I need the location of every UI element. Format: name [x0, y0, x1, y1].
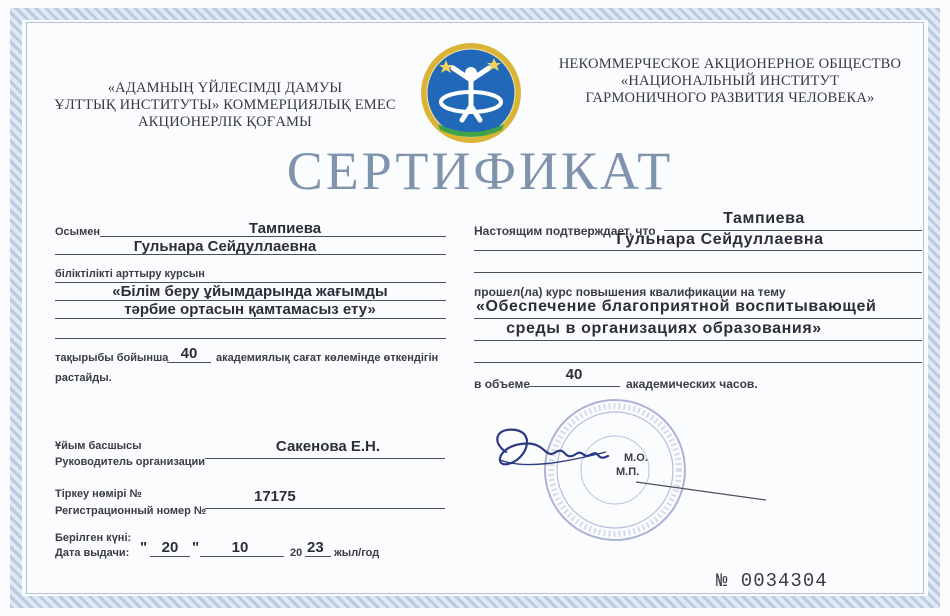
kz-org-line-2: ҰЛТТЫҚ ИНСТИТУТЫ» КОММЕРЦИЯЛЫҚ ЕМЕС — [54, 97, 396, 113]
logo-emblem-icon — [418, 40, 524, 146]
ru-course-label: прошел(ла) курс повышения квалификации на тему — [474, 285, 786, 299]
reg-label-kz: Тіркеу нөмірі № — [55, 488, 142, 500]
date-month: 10 — [231, 539, 249, 556]
kz-course-label: біліктілікті арттыру курсын — [55, 268, 205, 280]
serial-number: № 0034304 — [716, 570, 828, 592]
kz-hours-label: академиялық сағат көлемінде өткендігін — [216, 352, 439, 364]
head-label-kz: Ұйым басшысы — [55, 440, 142, 452]
issue-label-ru: Дата выдачи: — [55, 547, 130, 559]
kz-name-label: Осымен — [55, 226, 100, 238]
ru-course-line-1: «Обеспечение благоприятной воспитывающей — [476, 298, 877, 315]
kz-hours: 40 — [180, 345, 198, 362]
ru-confirm-label: Настоящим подтверждает, что — [474, 224, 656, 238]
institute-logo — [418, 40, 524, 146]
date-year-unit: жыл/год — [334, 547, 380, 559]
ru-course-line-2: среды в организациях образования» — [506, 320, 822, 337]
kz-confirm-label: растайды. — [55, 372, 112, 384]
ru-org-line-2: «НАЦИОНАЛЬНЫЙ ИНСТИТУТ — [620, 73, 840, 89]
kz-org-line-3: АКЦИОНЕРЛІК ҚОҒАМЫ — [138, 114, 312, 130]
ru-org-line-1: НЕКОММЕРЧЕСКОЕ АКЦИОНЕРНОЕ ОБЩЕСТВО — [558, 56, 902, 72]
date-year-prefix: 20 — [290, 547, 303, 559]
ru-surname: Тампиева — [723, 210, 805, 227]
head-label-ru: Руководитель организации — [55, 456, 206, 468]
kz-course-line-2: тәрбие ортасын қамтамасыз ету» — [124, 301, 376, 318]
ru-org-line-3: ГАРМОНИЧНОГО РАЗВИТИЯ ЧЕЛОВЕКА» — [585, 90, 875, 106]
issue-label-kz: Берілген күні: — [55, 532, 132, 544]
certificate-title: СЕРТИФИКАТ — [286, 141, 674, 201]
kz-course-line-1: «Білім беру ұйымдарында жағымды — [112, 283, 388, 300]
head-name: Сакенова Е.Н. — [275, 438, 381, 455]
ru-org-name — [530, 56, 930, 107]
reg-label-ru: Регистрационный номер № — [55, 505, 207, 517]
ru-given-names: Гульнара Сейдуллаевна — [616, 231, 824, 248]
kz-org-name — [40, 80, 410, 131]
ru-hours-label: академических часов. — [626, 377, 758, 391]
stamp-place-kz: М.О. — [624, 452, 648, 464]
kz-given-names: Гульнара Сейдуллаевна — [133, 238, 317, 255]
reg-number: 17175 — [254, 488, 296, 505]
date-day: 20 — [161, 539, 179, 556]
ru-volume-label: в объеме — [474, 377, 531, 391]
date-quote-open: " — [140, 539, 148, 556]
stamp-place-ru: М.П. — [616, 466, 640, 478]
kz-surname: Тампиева — [248, 220, 322, 237]
date-quote-close: " — [192, 539, 200, 556]
kz-org-line-1: «АДАМНЫҢ ҮЙЛЕСІМДІ ДАМУЫ — [107, 80, 343, 96]
kz-topic-label: тақырыбы бойынша — [55, 352, 169, 364]
ru-hours: 40 — [565, 366, 583, 383]
date-year-suffix: 23 — [307, 539, 324, 556]
